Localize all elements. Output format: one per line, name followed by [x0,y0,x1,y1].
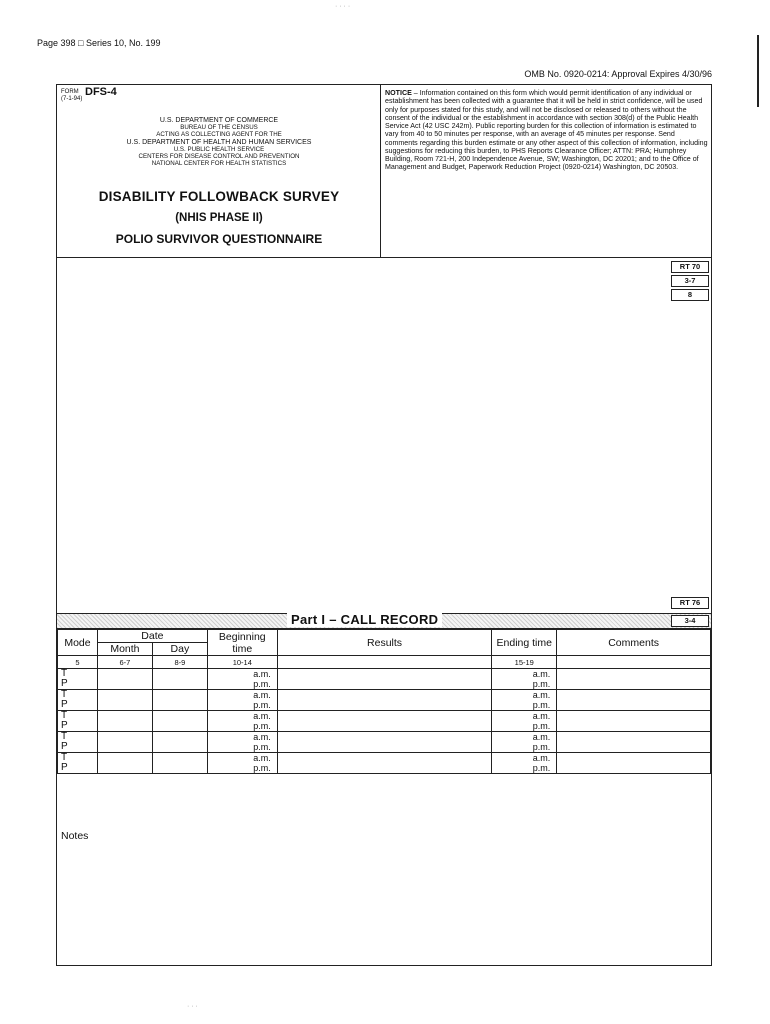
comments-cell[interactable] [557,732,711,753]
mode-cell[interactable]: T P [58,690,98,711]
form-label: FORM (7-1-94) [61,89,83,102]
month-cell[interactable] [97,669,152,690]
begin-time-cell[interactable]: a.m. p.m. [207,711,277,732]
begin-time-cell[interactable]: a.m. p.m. [207,732,277,753]
results-cell[interactable] [277,690,492,711]
divider [57,257,711,258]
comments-header: Comments [557,630,711,656]
mode-header: Mode [58,630,98,656]
value-code-box: 8 [671,289,709,301]
mode-code: 5 [58,656,98,669]
end-time-cell[interactable]: a.m. p.m. [492,690,557,711]
notice-panel [381,85,711,257]
agency-line: U.S. DEPARTMENT OF COMMERCE [159,117,279,124]
page-header: Page 398 □ Series 10, No. 199 [37,38,161,48]
results-cell[interactable] [277,711,492,732]
beginning-time-header: Beginning time [207,630,277,656]
results-cell [277,656,492,669]
end-time-cell[interactable]: a.m. p.m. [492,732,557,753]
results-cell[interactable] [277,753,492,774]
agency-line: U.S. DEPARTMENT OF HEALTH AND HUMAN SERVICES [126,138,312,146]
begin-code: 10-14 [207,656,277,669]
table-row [58,753,711,774]
day-cell[interactable] [152,753,207,774]
month-header: Month [97,643,152,656]
day-cell[interactable] [152,669,207,690]
part-title: Part I – CALL RECORD [287,612,442,627]
comments-cell[interactable] [557,753,711,774]
comments-cell[interactable] [557,690,711,711]
scan-speck: · · · · [335,3,351,10]
agency-block [57,117,381,167]
begin-time-cell[interactable]: a.m. p.m. [207,669,277,690]
form-code: DFS-4 [85,86,117,98]
month-cell[interactable] [97,753,152,774]
agency-line: U.S. PUBLIC HEALTH SERVICE [173,145,265,153]
comments-cell[interactable] [557,669,711,690]
agency-line: NATIONAL CENTER FOR HEALTH STATISTICS [151,160,287,168]
month-cell[interactable] [97,690,152,711]
results-cell[interactable] [277,732,492,753]
ending-time-header: Ending time [492,630,557,656]
notice-heading: NOTICE [385,89,412,97]
code-row [58,656,711,669]
scan-speck: · · · [187,1003,198,1010]
omb-approval: OMB No. 0920-0214: Approval Expires 4/30/96 [524,69,712,79]
table-row [58,732,711,753]
questionnaire-title: POLIO SURVIVOR QUESTIONNAIRE [115,232,323,246]
table-row [58,690,711,711]
mode-cell[interactable]: T P [58,753,98,774]
begin-time-cell[interactable]: a.m. p.m. [207,690,277,711]
column-code-box: 3-7 [671,275,709,287]
mode-cell[interactable]: T P [58,732,98,753]
end-time-cell[interactable]: a.m. p.m. [492,711,557,732]
notes-label: Notes [61,830,89,842]
agency-line: BUREAU OF THE CENSUS [180,124,258,132]
call-record-table [57,629,711,774]
day-header: Day [152,643,207,656]
day-cell[interactable] [152,711,207,732]
month-cell[interactable] [97,711,152,732]
comments-cell [557,656,711,669]
end-time-cell[interactable]: a.m. p.m. [492,669,557,690]
results-cell[interactable] [277,669,492,690]
notice-body: – Information contained on this form which would permit identification of any individual or establishment has been collected with a guarantee that it will be held in strict confidence, will be used only for purposes stated for this study, and will not be disclosed or released to others without the consent of the individual or the establishment in accordance with section 308(d) of the Public Health Service Act (42 USC 242m). Public reporting burden for this collection of information is estimated to vary from 40 to 50 minutes per response, with an average of 45 minutes per response. Send comments regarding this burden estimate or any other aspect of this collection of information, including suggestions for reducing this burden, to PHS Reports Clearance Officer; ATTN: PRA; Humphrey Building, Room 721-H, 200 Independence Avenue, SW; Washington, DC 20201; and to the Office of Management and Budget, Paperwork Reduction Project (0920-0214) Washington, DC 20503. [385,89,708,172]
rt-code-box: RT 76 [671,597,709,609]
day-code: 8-9 [152,656,207,669]
table-row [58,669,711,690]
column-code-box: 3-4 [671,615,709,627]
agency-line: CENTERS FOR DISEASE CONTROL AND PREVENTION [138,153,300,161]
day-cell[interactable] [152,732,207,753]
date-header: Date [97,630,207,643]
mode-cell[interactable]: T P [58,669,98,690]
rt-code-box: RT 70 [671,261,709,273]
margin-mark [757,35,759,107]
form-box [56,84,712,966]
mode-cell[interactable]: T P [58,711,98,732]
form-header-left [57,85,381,257]
agency-line: ACTING AS COLLECTING AGENT FOR THE [156,131,282,139]
survey-title: DISABILITY FOLLOWBACK SURVEY [98,189,340,204]
comments-cell[interactable] [557,711,711,732]
survey-subtitle: (NHIS PHASE II) [175,212,263,224]
end-code: 15-19 [492,656,557,669]
end-time-cell[interactable]: a.m. p.m. [492,753,557,774]
begin-time-cell[interactable]: a.m. p.m. [207,753,277,774]
notice-text [385,89,709,172]
day-cell[interactable] [152,690,207,711]
table-row [58,711,711,732]
month-cell[interactable] [97,732,152,753]
results-header: Results [277,630,492,656]
month-code: 6-7 [97,656,152,669]
